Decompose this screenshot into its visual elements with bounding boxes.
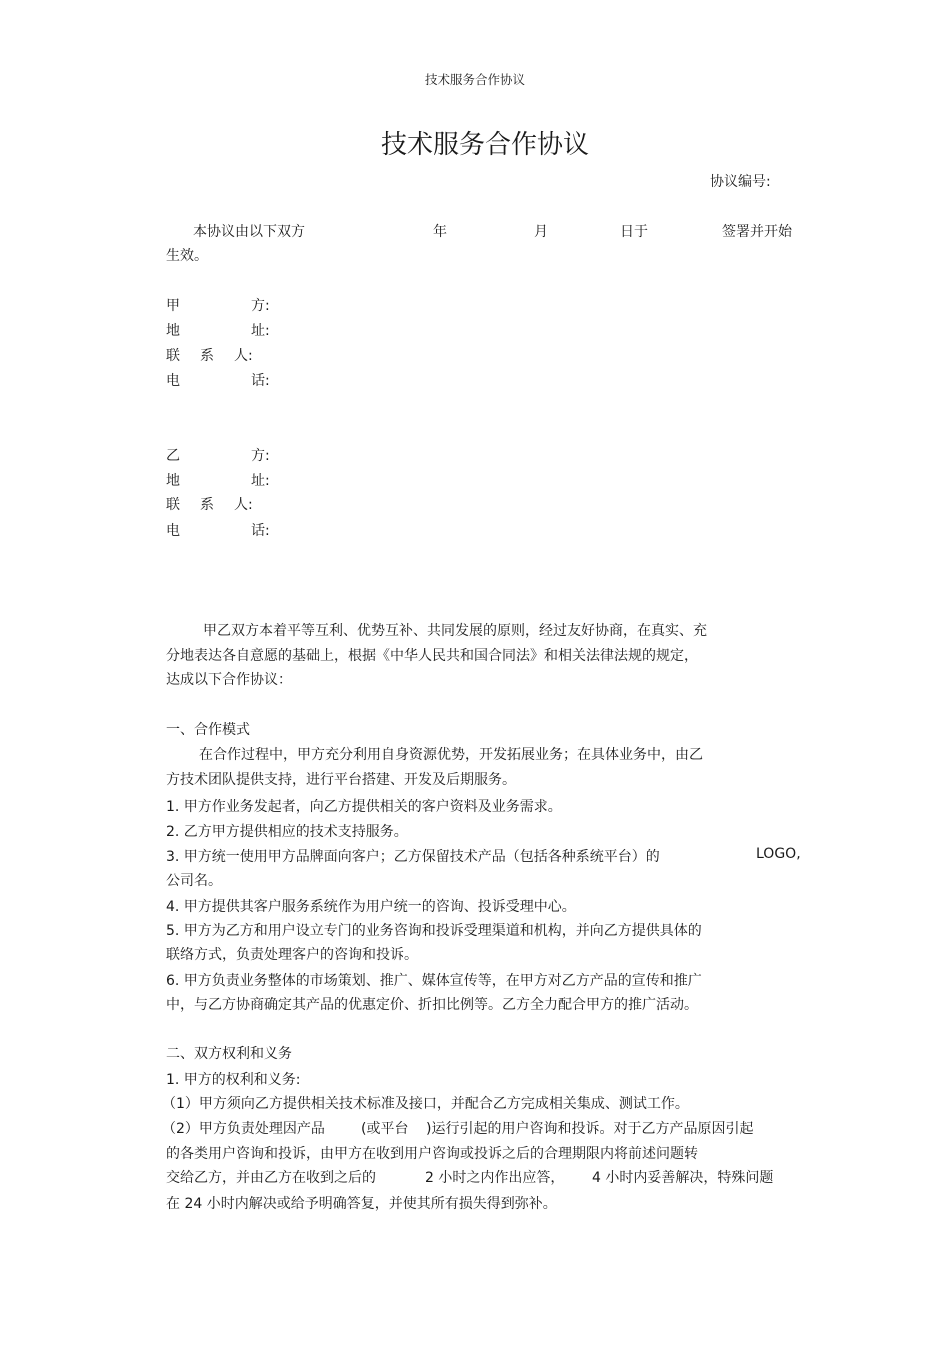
section-2-para-1: （1）甲方须向乙方提供相关技术标准及接口，并配合乙方完成相关集成、测试工作。 [162, 1096, 689, 1112]
label-char: 话: [251, 373, 270, 389]
party-a-name-label [166, 295, 366, 317]
section-1-item-2: 2. 乙方甲方提供相应的技术支持服务。 [166, 824, 408, 840]
intro-part1: 本协议由以下双方 [193, 224, 305, 240]
section-2-para-2-line-4: 在 24 小时内解决或给予明确答复，并使其所有损失得到弥补。 [166, 1196, 557, 1212]
label-char: 人: [234, 497, 253, 513]
intro-part2: 签署并开始 [722, 224, 792, 240]
para-2-line-3-seg-b: 2 小时之内作出应答， [425, 1170, 565, 1186]
label-char: 址: [251, 323, 270, 339]
section-1-item-1: 1. 甲方作业务发起者，向乙方提供相关的客户资料及业务需求。 [166, 799, 562, 815]
label-char: 联 [166, 348, 180, 364]
para-2-seg-b: (或平台 [361, 1121, 409, 1137]
label-char: 址: [251, 473, 270, 489]
intro-day: 日于 [620, 224, 648, 240]
preamble-line-2: 分地表达各自意愿的基础上，根据《中华人民共和国合同法》和相关法律法规的规定， [166, 648, 698, 664]
section-2-para-2-line-2: 的各类用户咨询和投诉，由甲方在收到用户咨询或投诉之后的合理期限内将前述问题转 [166, 1146, 698, 1162]
label-char: 联 [166, 497, 180, 513]
para-2-line-3-seg-a: 交给乙方，并由乙方在收到之后的 [166, 1170, 376, 1186]
label-char: 地 [166, 323, 180, 339]
section-2-heading: 二、双方权利和义务 [166, 1046, 292, 1062]
label-char: 地 [166, 473, 180, 489]
party-b-address-label [166, 470, 366, 492]
party-a-contact-label [166, 345, 366, 367]
para-2-seg-a: （2）甲方负责处理因产品 [162, 1121, 325, 1137]
section-1-item-6-line-2: 中，与乙方协商确定其产品的优惠定价、折扣比例等。乙方全力配合甲方的推广活动。 [166, 997, 698, 1013]
label-char: 系 [200, 348, 214, 364]
section-1-heading: 一、合作模式 [166, 722, 250, 738]
party-b-contact-label [166, 494, 366, 516]
section-2-para-2-line-3 [0, 1167, 950, 1189]
intro-line [0, 221, 950, 243]
party-b-name-label [166, 445, 366, 467]
section-2-para-2-line-1 [0, 1118, 950, 1140]
section-1-item-4: 4. 甲方提供其客户服务系统作为用户统一的咨询、投诉受理中心。 [166, 899, 576, 915]
party-a-address-label [166, 320, 366, 342]
label-char: 方: [251, 448, 270, 464]
section-1-item-3-logo-text: LOGO, [756, 846, 801, 862]
section-2-sub-1: 1. 甲方的权利和义务: [166, 1072, 301, 1088]
label-char: 电 [166, 523, 180, 539]
para-2-seg-c: )运行引起的用户咨询和投诉。对于乙方产品原因引起 [426, 1121, 754, 1137]
intro-month: 月 [534, 224, 548, 240]
preamble-line-3: 达成以下合作协议： [166, 672, 292, 688]
section-1-item-3: 3. 甲方统一使用甲方品牌面向客户；乙方保留技术产品（包括各种系统平台）的 [166, 849, 660, 865]
section-1-item-6-line-1: 6. 甲方负责业务整体的市场策划、推广、媒体宣传等，在甲方对乙方产品的宣传和推广 [166, 973, 702, 989]
section-1-item-5-line-1: 5. 甲方为乙方和用户设立专门的业务咨询和投诉受理渠道和机构，并向乙方提供具体的 [166, 923, 702, 939]
section-1-item-5-line-2: 联络方式，负责处理客户的咨询和投诉。 [166, 947, 418, 963]
intro-part3: 生效。 [166, 248, 208, 264]
intro-year: 年 [433, 224, 447, 240]
party-b-phone-label [166, 520, 366, 542]
section-1-intro-line-2: 方技术团队提供支持，进行平台搭建、开发及后期服务。 [166, 772, 516, 788]
agreement-number-label: 协议编号: [710, 174, 771, 190]
label-char: 甲 [166, 298, 180, 314]
preamble-line-1: 甲乙双方本着平等互利、优势互补、共同发展的原则，经过友好协商，在真实、充 [203, 623, 707, 639]
running-header: 技术服务合作协议 [424, 72, 525, 87]
label-char: 电 [166, 373, 180, 389]
section-1-intro-line-1: 在合作过程中，甲方充分利用自身资源优势，开发拓展业务；在具体业务中，由乙 [199, 747, 703, 763]
section-1-item-3-cont: 公司名。 [166, 873, 222, 889]
label-char: 话: [251, 523, 270, 539]
party-a-phone-label [166, 370, 366, 392]
label-char: 乙 [166, 448, 180, 464]
label-char: 系 [200, 497, 214, 513]
label-char: 方: [251, 298, 270, 314]
document-title: 技术服务合作协议 [380, 130, 589, 160]
label-char: 人: [234, 348, 253, 364]
para-2-line-3-seg-c: 4 小时内妥善解决，特殊问题 [592, 1170, 774, 1186]
